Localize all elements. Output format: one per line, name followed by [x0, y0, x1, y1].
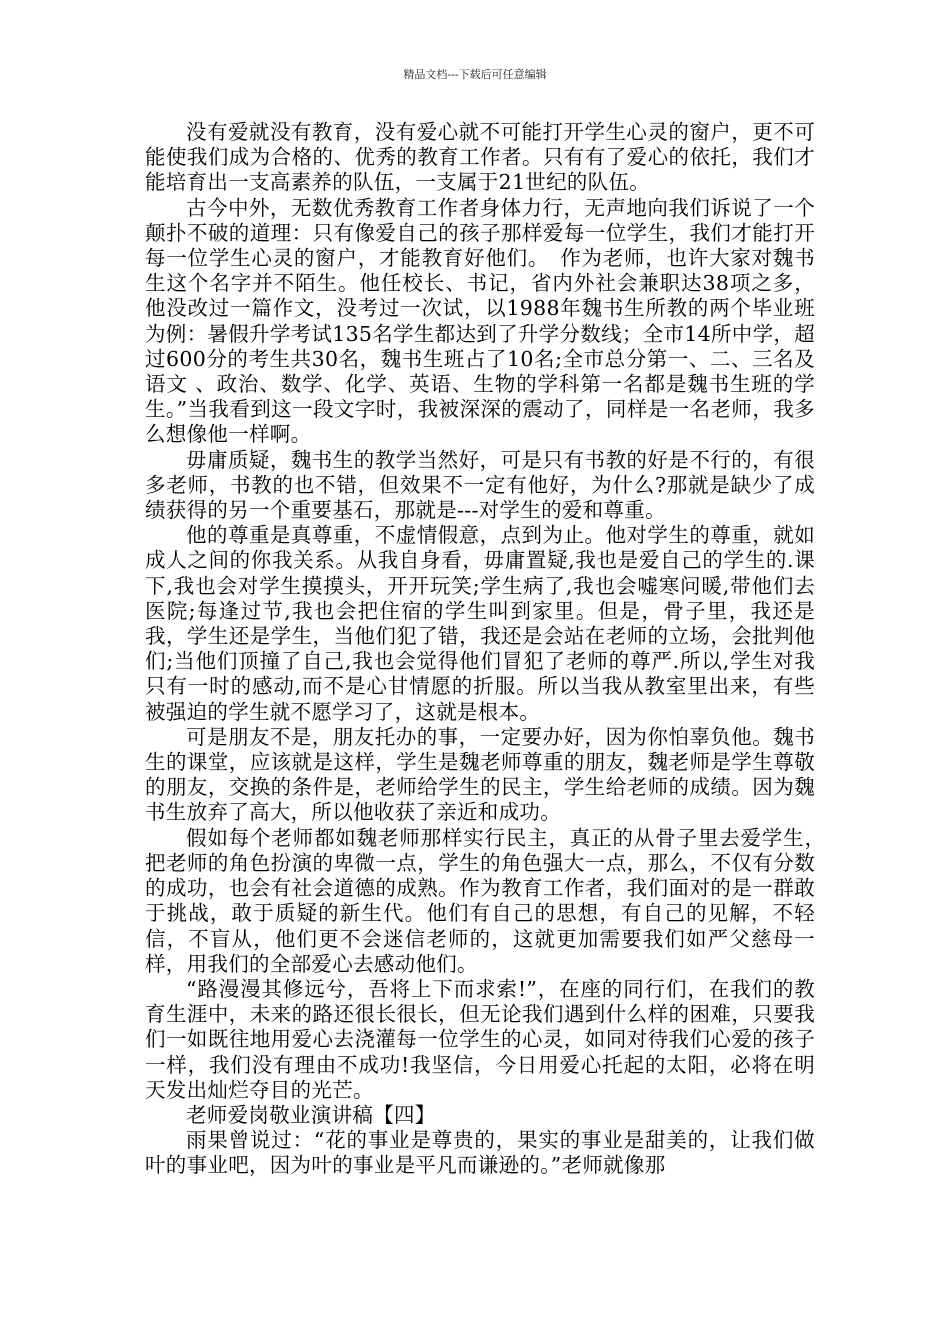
paragraph-6: 假如每个老师都如魏老师那样实行民主，真正的从骨子里去爱学生， 把老师的角色扮演的卑微一点，学生的角色强大一点，那么，不仅有分数的成功，也会有社会道德的成熟。作为教育工作者，我们面对的是一群敢于挑战，敢于质疑的新生代。他们有自己的思想，有自己的见解，不轻信，不盲从，他们更不会迷信老师的，这就更加需要我们如严父慈母一样，用我们的全部爱心去感动他们。: [145, 825, 836, 976]
paragraph-3: 毋庸质疑，魏书生的教学当然好，可是只有书教的好是不行的，有很多老师，书教的也不错，但效果不一定有他好，为什么?那就是缺少了成绩获得的另一个重要基石，那就是---对学生的爱和尊重。: [145, 447, 815, 523]
paragraph-5: 可是朋友不是，朋友托办的事，一定要办好，因为你怕辜负他。魏书生的课堂，应该就是这样，学生是魏老师尊重的朋友，魏老师是学生尊敬的朋友，交换的条件是，老师给学生的民主，学生给老师的成绩。因为魏书生放弃了高大，所以他收获了亲近和成功。: [145, 724, 815, 825]
paragraph-7: “路漫漫其修远兮，吾将上下而求索!”，在座的同行们，在我们的教育生涯中，未来的路还很长很长，但无论我们遇到什么样的困难，只要我们一如既往地用爱心去浇灌每一位学生的心灵，如同对待我们心爱的孩子一样，我们没有理由不成功!我坚信，今日用爱心托起的太阳，必将在明天发出灿烂夺目的光芒。: [145, 976, 815, 1102]
paragraph-4: 他的尊重是真尊重，不虚情假意，点到为止。他对学生的尊重，就如成人之间的你我关系。从我自身看，毋庸置疑,我也是爱自己的学生的.课下,我也会对学生摸摸头，开开玩笑;学生病了,我也会嘘寒问暖,带他们去医院;每逢过节,我也会把住宿的学生叫到家里。但是，骨子里，我还是我，学生还是学生，当他们犯了错，我还是会站在老师的立场，会批判他们;当他们顶撞了自己,我也会觉得他们冒犯了老师的尊严.所以,学生对我只有一时的感动,而不是心甘情愿的折服。所以当我从教室里出来，有些被强迫的学生就不愿学习了，这就是根本。: [145, 523, 815, 724]
page-header: 精品文档---下载后可任意编辑: [403, 68, 547, 81]
paragraph-1: 没有爱就没有教育，没有爱心就不可能打开学生心灵的窗户，更不可能使我们成为合格的、优秀的教育工作者。只有有了爱心的依托，我们才能培育出一支高素养的队伍，一支属于21世纪的队伍。: [145, 120, 815, 195]
document-body: [145, 120, 836, 1179]
paragraph-2: 古今中外，无数优秀教育工作者身体力行，无声地向我们诉说了一个颠扑不破的道理：只有像爱自己的孩子那样爱每一位学生，我们才能打开每一位学生心灵的窗户，才能教育好他们。 作为老师，也许大家对魏书生这个名字并不陌生。他任校长、书记，省内外社会兼职达38项之多，他没改过一篇作文，没考过一次试，以1988年魏书生所教的两个毕业班为例：暑假升学考试135名学生都达到了升学分数线；全市14所中学，超过600分的考生共30名，魏书生班占了10名;全市总分第一、二、三名及语文 、政治、数学、化学、英语、生物的学科第一名都是魏书生班的学生。”当我看到这一段文字时，我被深深的震动了，同样是一名老师，我多么想像他一样啊。: [145, 195, 815, 447]
paragraph-8: 雨果曾说过：“花的事业是尊贵的，果实的事业是甜美的，让我们做叶的事业吧，因为叶的事业是平凡而谦逊的。”老师就像那: [145, 1128, 815, 1178]
section-heading: 老师爱岗敬业演讲稿【四】: [186, 1102, 436, 1127]
